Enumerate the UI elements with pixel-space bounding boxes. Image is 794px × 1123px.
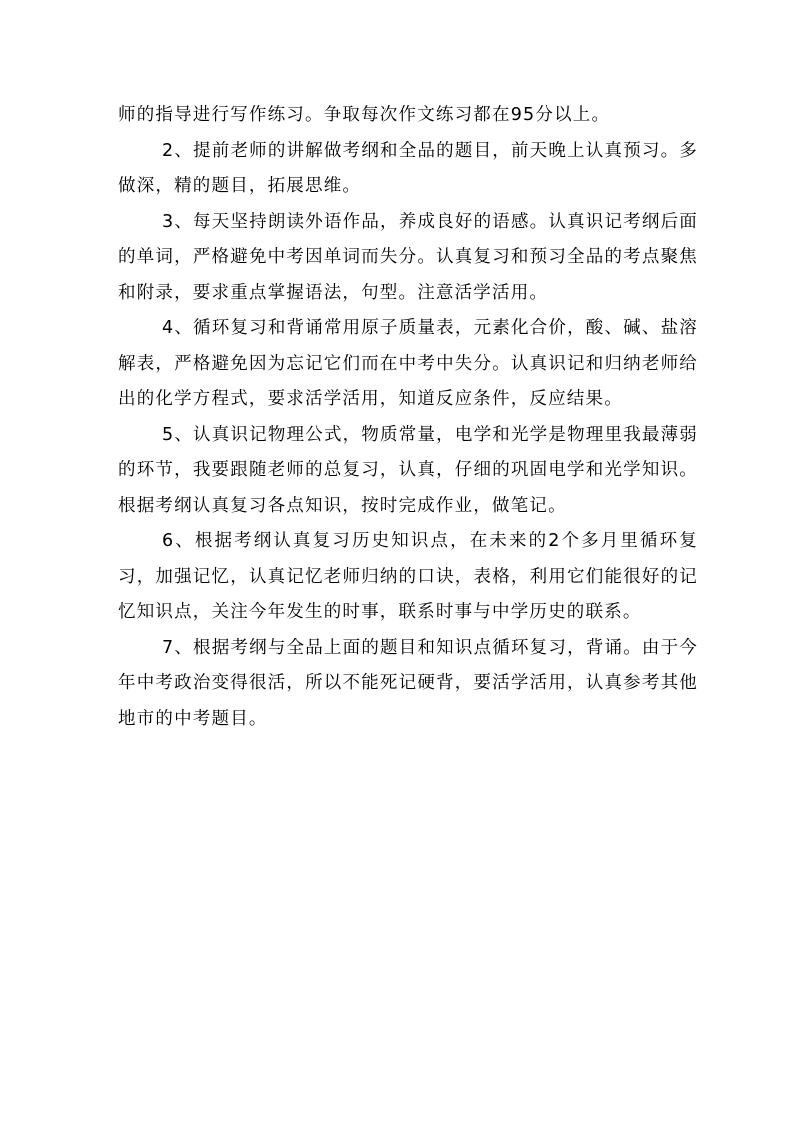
paragraph-item-7: 7、根据考纲与全品上面的题目和知识点循环复习，背诵。由于今年中考政治变得很活，所以不能死记硬背，要活学活用，认真参考其他地市的中考题目。 — [118, 637, 698, 729]
paragraph-item-5: 5、认真识记物理公式，物质常量，电学和光学是物理里我最薄弱的环节，我要跟随老师的总复习，认真，仔细的巩固电学和光学知识。根据考纲认真复习各点知识，按时完成作业，做笔记。 — [118, 424, 698, 516]
paragraph-item-4: 4、循环复习和背诵常用原子质量表，元素化合价，酸、碱、盐溶解表，严格避免因为忘记它们而在中考中失分。认真识记和归纳老师给出的化学方程式，要求活学活用，知道反应条件，反应结果。 — [118, 318, 698, 409]
document-body — [118, 98, 698, 737]
paragraph-item-2: 2、提前老师的讲解做考纲和全品的题目，前天晚上认真预习。多做深，精的题目，拓展思维。 — [118, 140, 698, 196]
paragraph-item-6: 6、根据考纲认真复习历史知识点，在未来的2个多月里循环复习，加强记忆，认真记忆老师归纳的口诀，表格，利用它们能很好的记忆知识点，关注今年发生的时事，联系时事与中学历史的联系。 — [118, 531, 698, 622]
paragraph-item-3: 3、每天坚持朗读外语作品，养成良好的语感。认真识记考纲后面的单词，严格避免中考因单词而失分。认真复习和预习全品的考点聚焦和附录，要求重点掌握语法，句型。注意活学活用。 — [118, 211, 698, 303]
paragraph-continuation: 师的指导进行写作练习。争取每次作文练习都在95分以上。 — [118, 105, 611, 125]
